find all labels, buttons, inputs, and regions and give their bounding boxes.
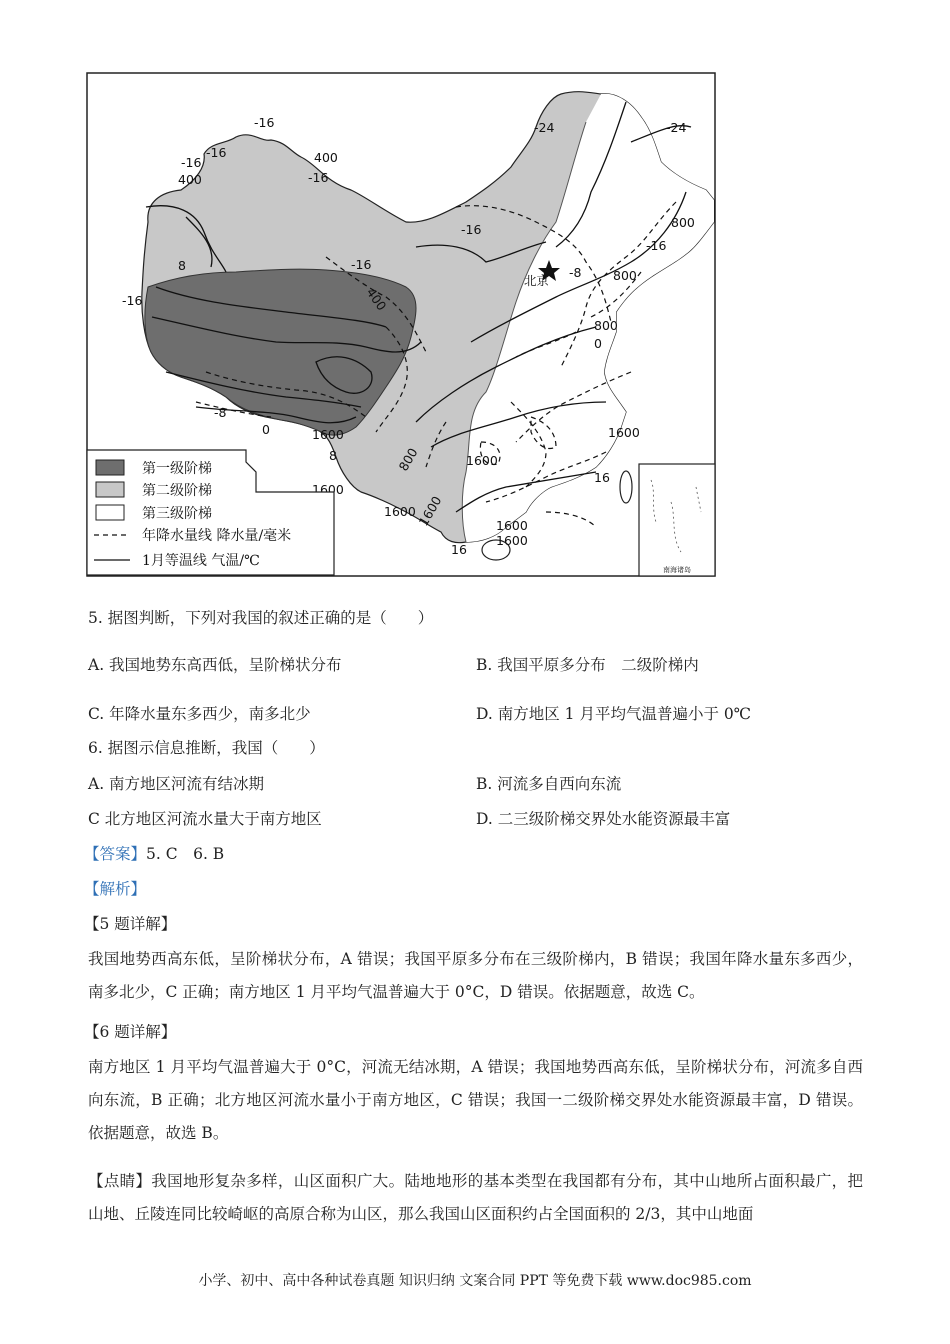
label-iso-m16-h: -16	[646, 238, 667, 253]
detail6-tag: 【6 题详解】	[84, 1023, 177, 1041]
note-block	[88, 1165, 863, 1231]
label-iso-m16-a: -16	[254, 115, 275, 130]
q6-stem: 6. 据图示信息推断，我国（ ）	[88, 739, 325, 757]
legend-swatch-step3	[96, 505, 124, 520]
label-pre-400-a: 400	[314, 150, 338, 165]
label-iso-0-b: 0	[594, 336, 602, 351]
label-pre-1600-b: 1600	[312, 482, 344, 497]
detail5-text: 我国地势西高东低，呈阶梯状分布，A 错误；我国平原多分布在三级阶梯内，B 错误；我国年降水量东多西少，南多北少，C 正确；南方地区 1 月平均气温普遍大于 0°C，D 错误。依据题意，故选 C。	[88, 950, 863, 1001]
q6-option-a: A. 南方地区河流有结冰期	[88, 775, 265, 793]
label-pre-800-c: 800	[594, 318, 618, 333]
answer-text: 5. C 6. B	[146, 845, 225, 863]
q5-option-c: C. 年降水量东多西少，南多北少	[88, 705, 311, 723]
label-pre-800-b: 800	[613, 268, 637, 283]
note-text: 我国地形复杂多样，山区面积广大。陆地地形的基本类型在我国都有分布，其中山地所占面积最广，把山地、丘陵连同比较崎岖的高原合称为山区，那么我国山区面积约占全国面积的 2/3，其中山地面	[88, 1172, 863, 1223]
label-iso-m16-d: -16	[308, 170, 329, 185]
label-iso-m8-b: -8	[214, 405, 227, 420]
label-iso-m16-g: -16	[122, 293, 143, 308]
answer-tag: 【答案】	[84, 845, 147, 863]
legend-precip: 年降水量线 降水量/毫米	[142, 528, 292, 544]
q5-option-a: A. 我国地势东高西低，呈阶梯状分布	[88, 656, 342, 674]
legend-isotherm: 1月等温线 气温/℃	[142, 553, 260, 569]
legend-step1: 第一级阶梯	[142, 461, 212, 477]
q6-option-d: D. 二三级阶梯交界处水能资源最丰富	[476, 810, 731, 828]
label-pre-1600-a: 1600	[312, 427, 344, 442]
label-iso-m16-c: -16	[181, 155, 202, 170]
q5-stem: 5. 据图判断，下列对我国的叙述正确的是（ ）	[88, 609, 434, 627]
q5-option-d: D. 南方地区 1 月平均气温普遍小于 0℃	[476, 705, 752, 723]
label-iso-16-a: 16	[594, 470, 610, 485]
south-sea-caption: 南海诸岛	[663, 566, 691, 574]
label-pre-400-c: 400	[363, 285, 390, 314]
label-pre-1600-d: 1600	[466, 453, 498, 468]
q6-option-c: C 北方地区河流水量大于南方地区	[88, 810, 322, 828]
label-iso-0-a: 0	[262, 422, 270, 437]
label-pre-1600-f: 1600	[496, 518, 528, 533]
label-iso-m8-a: -8	[569, 265, 582, 280]
label-iso-m16-b: -16	[206, 145, 227, 160]
map-figure	[86, 72, 716, 577]
label-iso-m24-b: -24	[666, 120, 687, 135]
q6-option-b: B. 河流多自西向东流	[476, 775, 622, 793]
label-iso-16-b: 16	[451, 542, 467, 557]
china-map	[86, 72, 716, 577]
label-pre-1600-e: 1600	[608, 425, 640, 440]
label-pre-800-d: 800	[395, 445, 421, 474]
label-pre-400-b: 400	[178, 172, 202, 187]
legend-swatch-step2	[96, 482, 124, 497]
label-pre-1600-g: 1600	[496, 533, 528, 548]
detail6-text: 南方地区 1 月平均气温普遍大于 0°C，河流无结冰期，A 错误；我国地势西高东低，呈阶梯状分布，河流多自西向东流，B 正确；北方地区河流水量小于南方地区，C 错误；我国一二级阶梯交界处水能资源最丰富，D 错误。依据题意，故选 B。	[88, 1058, 863, 1142]
label-iso-m16-f: -16	[351, 257, 372, 272]
note-tag: 【点睛】	[88, 1172, 152, 1190]
page-footer: 小学、初中、高中各种试卷真题 知识归纳 文案合同 PPT 等免费下载 www.doc985.com	[198, 1273, 752, 1289]
south-sea-inset	[639, 464, 715, 576]
legend-step2: 第二级阶梯	[142, 483, 212, 499]
detail5-tag: 【5 题详解】	[84, 915, 177, 933]
label-pre-1600-h: 1600	[415, 493, 445, 529]
legend-step3: 第三级阶梯	[142, 506, 212, 522]
label-beijing: 北京	[524, 273, 550, 288]
q5-option-b: B. 我国平原多分布 二级阶梯内	[476, 656, 699, 674]
label-iso-8-b: 8	[329, 448, 337, 463]
answer-line	[84, 844, 224, 864]
label-pre-800-a: 800	[671, 215, 695, 230]
label-iso-m16-e: -16	[461, 222, 482, 237]
label-iso-m24-a: -24	[534, 120, 555, 135]
legend-swatch-step1	[96, 460, 124, 475]
label-pre-1600-c: 1600	[384, 504, 416, 519]
label-iso-8-a: 8	[178, 258, 186, 273]
analysis-tag: 【解析】	[84, 880, 147, 898]
